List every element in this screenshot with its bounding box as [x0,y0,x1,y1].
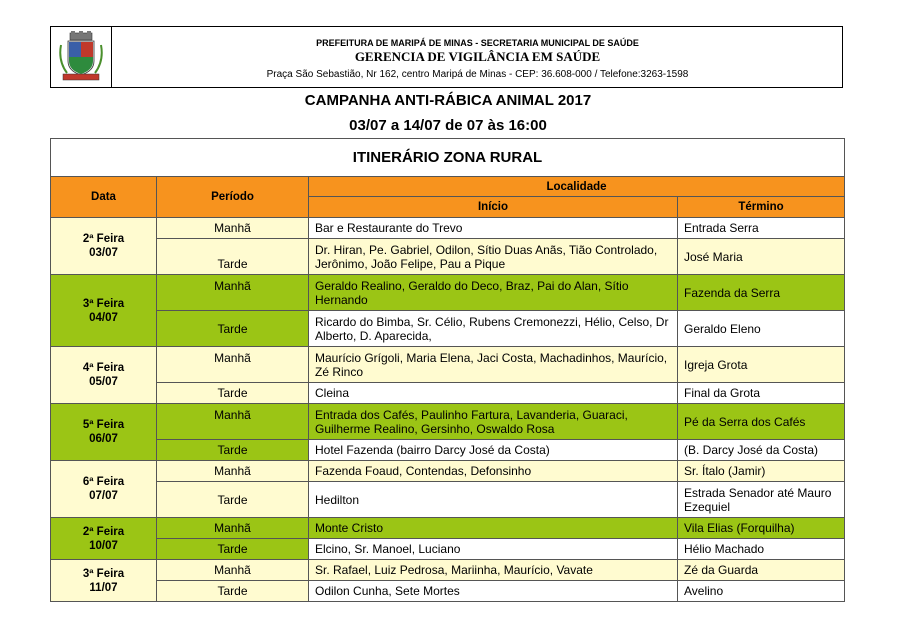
campaign-dates: 03/07 a 14/07 de 07 às 16:00 [349,117,547,134]
table-row [51,482,845,518]
header-termino: Término [678,197,845,218]
inicio-cell: Bar e Restaurante do Trevo [309,218,678,239]
periodo-cell: Manhã [157,560,309,581]
table-row [51,518,845,539]
periodo-cell: Manhã [157,347,309,383]
table-title: ITINERÁRIO ZONA RURAL [51,139,845,177]
table-title-row [51,139,845,177]
day-date: 03/07 [89,247,118,259]
day-date: 05/07 [89,376,118,388]
periodo-cell: Tarde [157,482,309,518]
periodo-cell: Manhã [157,218,309,239]
day-cell [51,461,157,518]
table-row [51,539,845,560]
day-cell [51,518,157,560]
termino-cell: Zé da Guarda [678,560,845,581]
inicio-cell: Ricardo do Bimba, Sr. Célio, Rubens Cremonezzi, Hélio, Celso, Dr Alberto, D. Aparecida, [309,311,678,347]
inicio-cell: Cleina [309,383,678,404]
prefeitura-line: PREFEITURA DE MARIPÁ DE MINAS - SECRETARIA MUNICIPAL DE SAÚDE [316,38,639,48]
letterhead [50,26,843,88]
header-data: Data [51,177,157,218]
table-row [51,218,845,239]
header-periodo: Período [157,177,309,218]
termino-cell: José Maria [678,239,845,275]
day-weekday: 3ª Feira [82,567,125,580]
table-row [51,347,845,383]
table-row [51,239,845,275]
letterhead-text [113,27,842,87]
periodo-cell: Tarde [157,311,309,347]
inicio-cell: Fazenda Foaud, Contendas, Defonsinho [309,461,678,482]
inicio-cell: Dr. Hiran, Pe. Gabriel, Odilon, Sítio Duas Anãs, Tião Controlado, Jerônimo, João Felipe, Pau a Pique [309,239,678,275]
periodo-cell: Manhã [157,518,309,539]
periodo-cell: Manhã [157,404,309,440]
gerencia-line: GERENCIA DE VIGILÂNCIA EM SAÚDE [354,49,601,64]
termino-cell: Entrada Serra [678,218,845,239]
day-cell [51,347,157,404]
termino-cell: Fazenda da Serra [678,275,845,311]
termino-cell: Hélio Machado [678,539,845,560]
inicio-cell: Sr. Rafael, Luiz Pedrosa, Mariinha, Maurício, Vavate [309,560,678,581]
day-date: 11/07 [89,581,118,594]
inicio-cell: Odilon Cunha, Sete Mortes [309,581,678,602]
day-weekday: 5ª Feira [82,419,125,431]
termino-cell: Vila Elias (Forquilha) [678,518,845,539]
inicio-cell: Geraldo Realino, Geraldo do Deco, Braz, Pai do Alan, Sítio Hernando [309,275,678,311]
day-weekday: 2ª Feira [82,233,125,245]
table-row [51,440,845,461]
inicio-cell: Hedilton [309,482,678,518]
termino-cell: Igreja Grota [678,347,845,383]
day-weekday: 4ª Feira [82,362,125,374]
day-cell [51,275,157,347]
table-row [51,560,845,581]
periodo-cell: Manhã [157,461,309,482]
termino-cell: Sr. Ítalo (Jamir) [678,461,845,482]
itinerary-table [50,138,845,602]
termino-cell: (B. Darcy José da Costa) [678,440,845,461]
inicio-cell: Elcino, Sr. Manoel, Luciano [309,539,678,560]
periodo-cell: Tarde [157,239,309,275]
inicio-cell: Hotel Fazenda (bairro Darcy José da Costa) [309,440,678,461]
table-row [51,404,845,440]
table-row [51,311,845,347]
coat-of-arms-logo [51,27,112,87]
day-weekday: 2ª Feira [82,525,125,538]
day-cell [51,404,157,461]
day-date: 10/07 [89,539,118,552]
inicio-cell: Monte Cristo [309,518,678,539]
header-localidade: Localidade [309,177,845,197]
header-row-1 [51,177,845,197]
day-weekday: 3ª Feira [82,297,125,310]
day-cell [51,218,157,275]
day-weekday: 6ª Feira [82,476,125,488]
day-date: 04/07 [89,311,118,324]
periodo-cell: Manhã [157,275,309,311]
table-row [51,461,845,482]
periodo-cell: Tarde [157,440,309,461]
periodo-cell: Tarde [157,581,309,602]
day-date: 07/07 [89,490,118,502]
day-cell [51,560,157,602]
header-inicio: Início [309,197,678,218]
inicio-cell: Entrada dos Cafés, Paulinho Fartura, Lavanderia, Guaraci, Guilherme Realino, Gersinho, Oswaldo Rosa [309,404,678,440]
periodo-cell: Tarde [157,383,309,404]
inicio-cell: Maurício Grígoli, Maria Elena, Jaci Costa, Machadinhos, Maurício, Zé Rinco [309,347,678,383]
campaign-title: CAMPANHA ANTI-RÁBICA ANIMAL 2017 [304,92,592,109]
day-date: 06/07 [89,433,118,445]
coat-of-arms-icon [57,31,105,83]
table-row [51,383,845,404]
termino-cell: Final da Grota [678,383,845,404]
termino-cell: Estrada Senador até Mauro Ezequiel [678,482,845,518]
table-row [51,275,845,311]
termino-cell: Pé da Serra dos Cafés [678,404,845,440]
termino-cell: Avelino [678,581,845,602]
termino-cell: Geraldo Eleno [678,311,845,347]
table-row [51,581,845,602]
periodo-cell: Tarde [157,539,309,560]
address-line: Praça São Sebastião, Nr 162, centro Maripá de Minas - CEP: 36.608-000 / Telefone:3263-1598 [266,69,689,80]
